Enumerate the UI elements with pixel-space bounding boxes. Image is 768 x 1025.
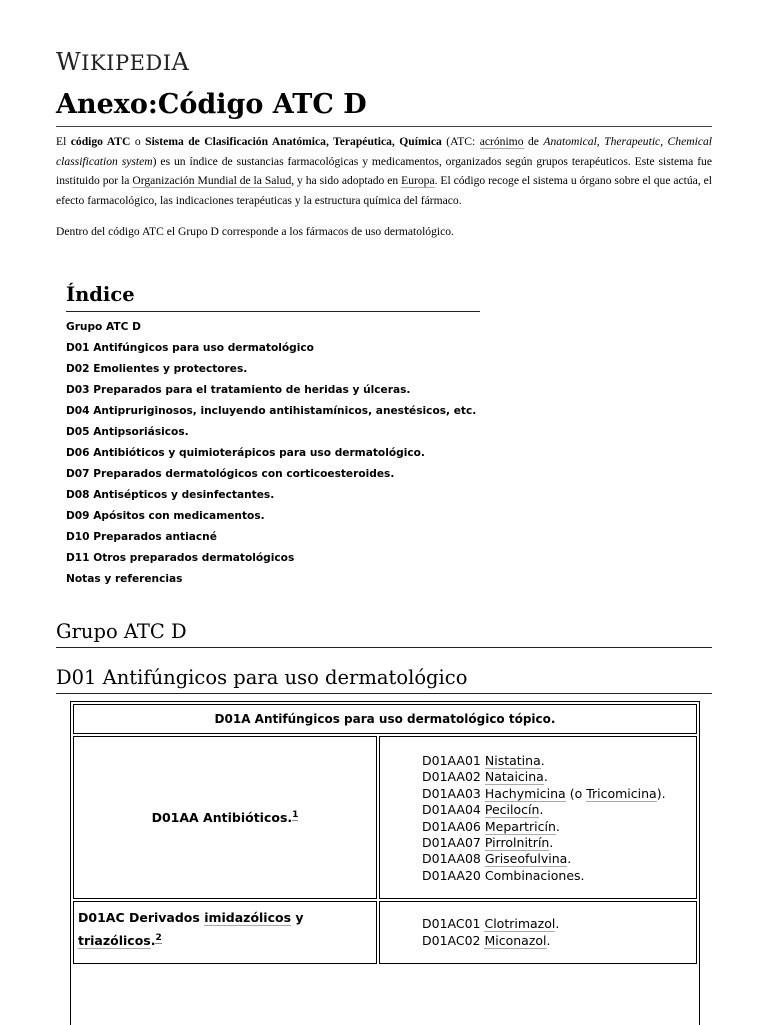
link-imidazolicos[interactable]: imidazólicos bbox=[204, 910, 292, 926]
drug-link[interactable]: Clotrimazol bbox=[484, 916, 556, 932]
toc-item[interactable]: D11 Otros preparados dermatológicos bbox=[66, 552, 295, 564]
toc-item[interactable]: D07 Preparados dermatológicos con corticoesteroides. bbox=[66, 468, 395, 480]
drug-link[interactable]: Griseofulvina bbox=[484, 851, 568, 867]
list-item: D01AA02 Nataicina. bbox=[422, 769, 548, 785]
toc-item[interactable]: Notas y referencias bbox=[66, 573, 183, 585]
reference-link[interactable]: 2 bbox=[155, 933, 162, 944]
row-label: D01AA Antibióticos.$^1$ bbox=[73, 736, 377, 899]
table-header: D01A Antifúngicos para uso dermatológico tópico. bbox=[73, 704, 697, 734]
toc-item[interactable]: D04 Antipruriginosos, incluyendo antihistamínicos, anestésicos, etc. bbox=[66, 405, 477, 417]
toc-item[interactable]: D01 Antifúngicos para uso dermatológico bbox=[66, 342, 314, 354]
list-item: D01AA08 Griseofulvina. bbox=[422, 851, 572, 867]
drug-link[interactable]: Pirrolnitrín bbox=[484, 835, 550, 851]
toc-item[interactable]: D10 Preparados antiacné bbox=[66, 531, 217, 543]
wikipedia-logo[interactable]: WIKIPEDIA bbox=[56, 48, 190, 76]
table-row bbox=[73, 736, 697, 899]
table-row bbox=[73, 901, 697, 964]
list-item: D01AA01 Nistatina. bbox=[422, 753, 545, 768]
list-item: D01AA04 Pecilocín. bbox=[422, 802, 544, 818]
toc-item[interactable]: D05 Antipsoriásicos. bbox=[66, 426, 189, 438]
link-acronimo[interactable]: acrónimo bbox=[479, 135, 524, 148]
intro-paragraph-2: Dentro del código ATC el Grupo D corresponde a los fármacos de uso dermatológico. bbox=[56, 225, 454, 238]
link-oms[interactable]: Organización Mundial de la Salud bbox=[132, 174, 292, 187]
section-heading-grupo: Grupo ATC D bbox=[56, 618, 712, 648]
list-item: D01AA06 Mepartricín. bbox=[422, 818, 560, 834]
row-items bbox=[379, 901, 697, 964]
toc-item[interactable]: D02 Emolientes y protectores. bbox=[66, 363, 248, 375]
link-triazolicos[interactable]: triazólicos bbox=[78, 933, 151, 949]
toc-item[interactable]: Grupo ATC D bbox=[66, 321, 141, 333]
table-of-contents bbox=[66, 282, 480, 590]
toc-item[interactable]: D03 Preparados para el tratamiento de heridas y úlceras. bbox=[66, 384, 411, 396]
drug-link[interactable]: Mepartricín bbox=[484, 818, 556, 834]
list-item: D01AC01 Clotrimazol. bbox=[422, 916, 560, 932]
link-europa[interactable]: Europa bbox=[401, 174, 435, 187]
drug-link[interactable]: Miconazol bbox=[484, 932, 547, 948]
reference-link[interactable]: 1 bbox=[292, 810, 299, 821]
drug-link[interactable]: Tricomicina bbox=[586, 785, 657, 801]
section-heading-d01: D01 Antifúngicos para uso dermatológico bbox=[56, 664, 712, 694]
list-item: D01AC02 Miconazol. bbox=[422, 932, 551, 948]
toc-item[interactable]: D09 Apósitos con medicamentos. bbox=[66, 510, 265, 522]
list-item: D01AA07 Pirrolnitrín. bbox=[422, 835, 554, 851]
drug-link[interactable]: Nataicina bbox=[484, 769, 544, 785]
drug-link[interactable]: Nistatina bbox=[484, 753, 541, 768]
list-item: D01AA03 Hachymicina (o Tricomicina). bbox=[422, 785, 666, 801]
toc-list bbox=[66, 317, 480, 590]
row-items bbox=[379, 736, 697, 899]
toc-item[interactable]: D06 Antibióticos y quimioterápicos para uso dermatológico. bbox=[66, 447, 425, 459]
toc-item[interactable]: D08 Antisépticos y desinfectantes. bbox=[66, 489, 275, 501]
drug-link[interactable]: Pecilocín bbox=[484, 802, 540, 818]
list-item: D01AA20 Combinaciones. bbox=[422, 867, 585, 883]
toc-title: Índice bbox=[66, 282, 480, 312]
drug-link[interactable]: Hachymicina bbox=[484, 785, 566, 801]
page-title: Anexo:Código ATC D bbox=[56, 86, 712, 127]
atc-table bbox=[70, 701, 700, 1025]
intro-paragraph: El código ATC o Sistema de Clasificación Anatómica, Terapéutica, Química (ATC: acrónimo de Anatomical, Therapeutic, Chemical classification system) es un índice de sustancias farmacológicas y medicamentos, organizados según grupos terapéuticos. Este sistema fue instituido por la Organización Mundial de la Salud, y ha sido adoptado en Europa. El código recoge el sistema u órgano sobre el que actúa, el efecto farmacológico, las indicaciones terapéuticas y la estructura química del fármaco. bbox=[56, 135, 713, 207]
row-label: D01AC Derivados imidazólicos y triazólicos.$^2$ bbox=[73, 901, 377, 964]
